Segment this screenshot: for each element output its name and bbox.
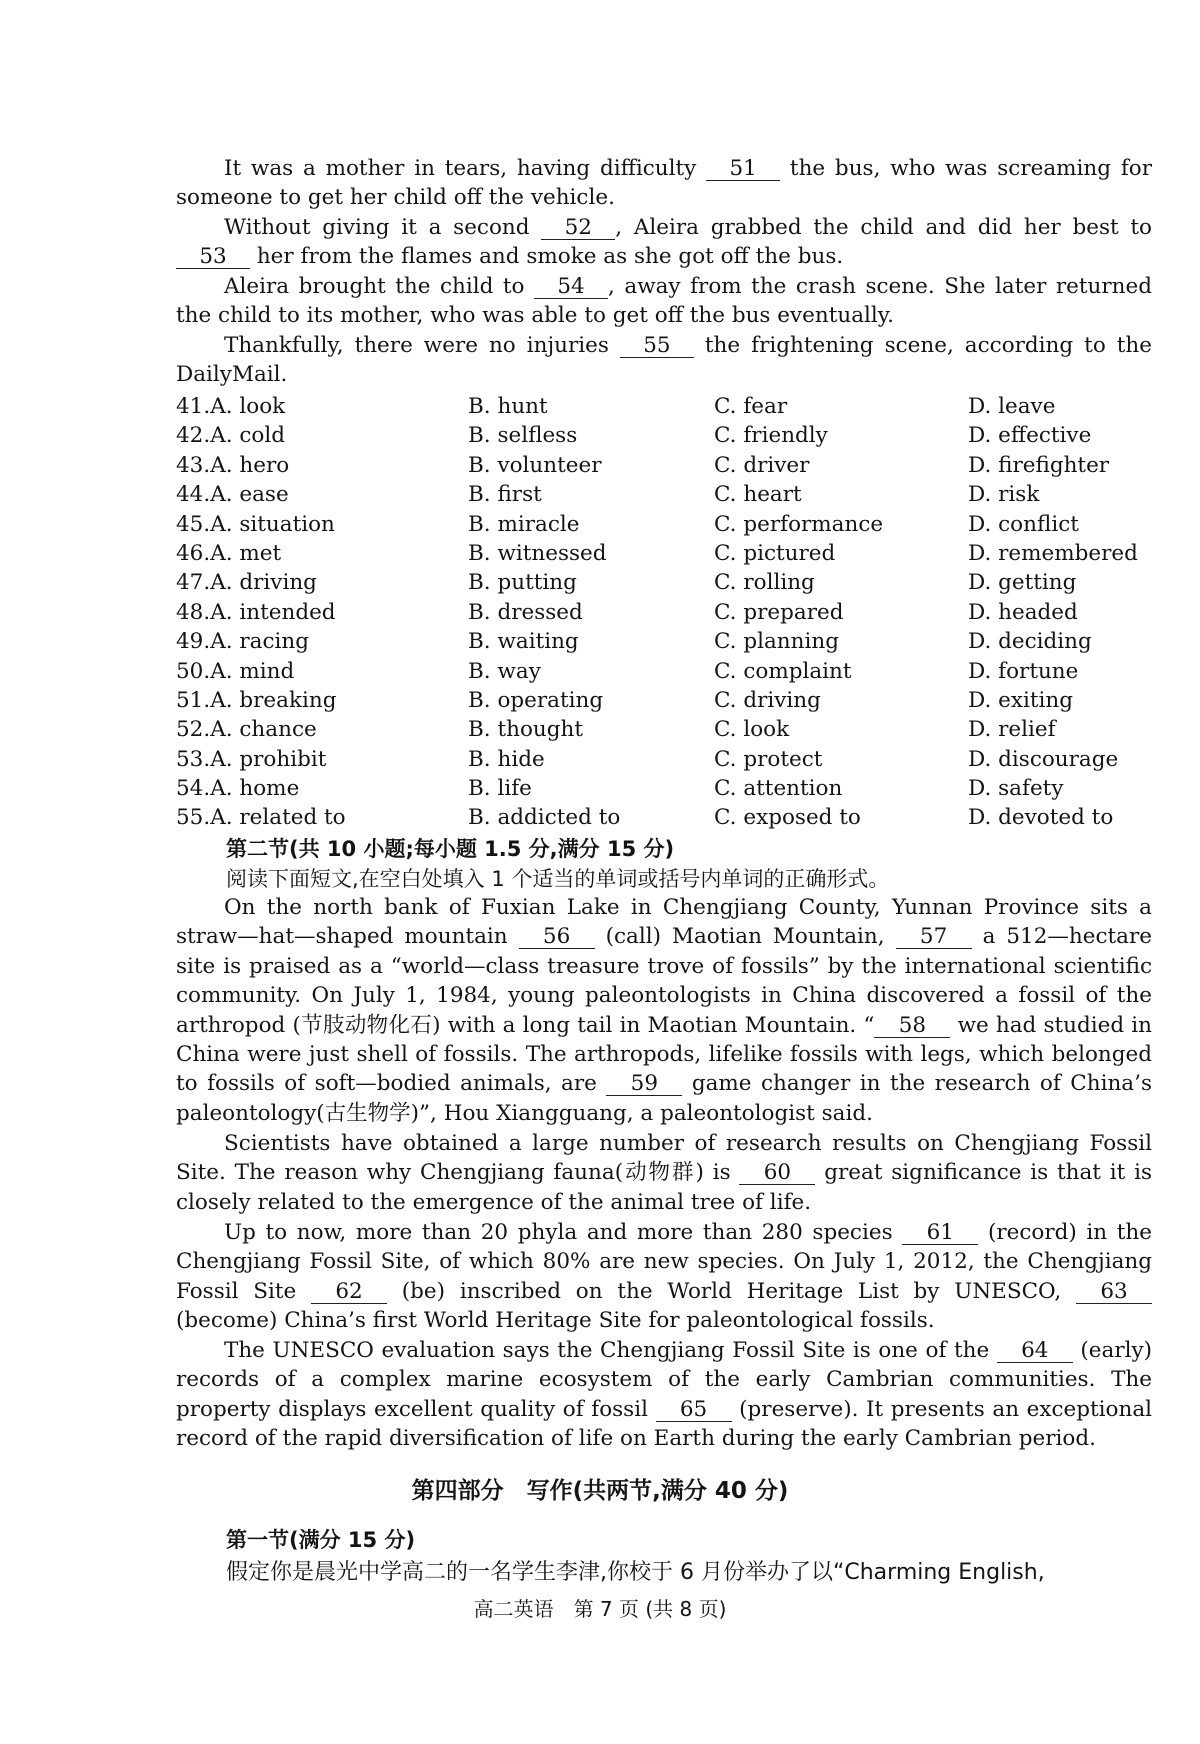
option-d: D. risk [968,482,1040,508]
text-run: her from the flames and smoke as she got off the bus. [250,244,844,270]
passage-paragraph-2 [176,1129,1152,1217]
option-b: B. waiting [468,629,579,655]
text-run: (early) records of a complex marine ecosystem of the early Cambrian communities. The property displays excellent quality of fossil [176,1338,1153,1422]
text-run: (call) Maotian Mountain, [594,924,896,950]
passage-paragraph-1 [176,893,1152,1128]
text-run: game changer in the research of China’s paleontology(古生物学)”, Hou Xiangguang, a paleontologist said. [176,1071,1152,1126]
option-b: B. addicted to [468,805,621,831]
option-b: B. first [468,482,542,508]
blank-56: 56 [519,926,595,949]
passage-paragraph-4 [176,1336,1152,1454]
blank-53: 53 [176,246,250,269]
text-run: a 512—hectare site is praised as a “world—class treasure trove of fossils” by the international scientific community. On July 1, 1984, young paleontologists in China discovered a fossil of the arthropod (节肢动物化石) with a long tail in Maotian Mountain. “ [176,924,1152,1038]
text-run: On the north bank of Fuxian Lake in Chengjiang County, Yunnan Province sits a straw—hat—shaped mountain [176,895,1152,950]
option-c: C. protect [714,746,823,772]
option-row [176,451,1176,480]
option-a: 52.A. chance [176,717,317,743]
text-run: great significance is that it is closely related to the emergence of the animal tree of life. [176,1160,1152,1215]
option-d: D. remembered [968,540,1138,566]
blank-65: 65 [656,1399,732,1422]
blank-61: 61 [902,1222,978,1245]
option-a: 43.A. hero [176,452,290,478]
option-b: B. hunt [468,394,548,419]
text-run: the bus, who was screaming for someone to get her child off the vehicle. [176,156,1153,211]
text-run: , away from the crash scene. She later returned the child to its mother, who was able to get off the bus eventually. [176,274,1152,329]
text-run: Aleira brought the child to [224,274,535,299]
cloze-paragraph-3 [176,272,1152,331]
option-b: B. thought [468,717,583,743]
option-row [176,657,1176,686]
option-a: 46.A. met [176,540,282,566]
blank-54: 54 [534,276,608,299]
page-footer: 高二英语 第 7 页 (共 8 页) [473,1597,727,1621]
text-run: (become) China’s first World Heritage Site for paleontological fossils. [176,1308,935,1334]
options-grid [176,392,1176,833]
option-row [176,627,1176,656]
option-d: D. fortune [968,658,1079,684]
blank-63: 63 [1076,1281,1152,1304]
option-row [176,480,1176,509]
option-a: 47.A. driving [176,570,317,596]
writing-prompt: 假定你是晨光中学高二的一名学生李津,你校于 6 月份举办了以“Charming English, [226,1560,1045,1585]
option-a: 50.A. mind [176,658,295,684]
option-d: D. relief [968,717,1056,743]
text-run: Up to now, more than 20 phyla and more than 280 species [224,1220,903,1245]
text-run: Scientists have obtained a large number of research results on Chengjiang Fossil Site. The reason why Chengjiang fauna(动物群) is [176,1131,1152,1186]
option-d: D. effective [968,423,1092,449]
option-b: B. putting [468,570,577,596]
option-b: B. hide [468,746,545,772]
option-d: D. deciding [968,629,1092,655]
option-b: B. operating [468,687,604,713]
option-d: D. headed [968,599,1078,625]
blank-59: 59 [606,1073,682,1096]
option-row [176,686,1176,715]
option-c: C. exposed to [714,805,861,831]
option-row [176,745,1176,774]
option-d: D. discourage [968,746,1119,772]
option-a: 49.A. racing [176,629,310,655]
option-a: 48.A. intended [176,599,336,625]
text-run: (be) inscribed on the World Heritage List by UNESCO, [387,1278,1076,1304]
option-d: D. leave [968,394,1056,419]
option-a: 45.A. situation [176,511,335,537]
option-row [176,421,1176,450]
option-row [176,774,1176,803]
option-c: C. look [714,717,790,743]
text-run: Thankfully, there were no injuries [224,333,620,358]
option-c: C. performance [714,511,884,537]
option-row [176,803,1176,832]
cloze-paragraph-2 [176,213,1152,272]
option-c: C. planning [714,629,839,655]
option-c: C. friendly [714,423,828,449]
blank-55: 55 [620,335,694,358]
option-d: D. conflict [968,511,1079,537]
option-a: 54.A. home [176,776,300,802]
option-d: D. getting [968,570,1077,596]
option-a: 44.A. ease [176,482,289,508]
option-c: C. fear [714,394,788,419]
option-b: B. volunteer [468,452,602,478]
option-a: 51.A. breaking [176,687,337,713]
option-c: C. complaint [714,658,852,684]
text-run: The UNESCO evaluation says the Chengjiang Fossil Site is one of the [224,1338,997,1363]
option-c: C. heart [714,482,802,508]
text-run: we had studied in China were just shell of fossils. The arthropods, lifelike fossils with legs, which belonged to fossils of soft—bodied animals, are [176,1012,1153,1097]
option-c: C. attention [714,776,843,802]
blank-58: 58 [874,1015,950,1038]
option-d: D. firefighter [968,452,1110,478]
text-run: , Aleira grabbed the child and did her best to [615,215,1152,240]
blank-52: 52 [541,217,615,240]
blank-51: 51 [706,158,780,181]
blank-62: 62 [311,1281,387,1304]
option-d: D. safety [968,776,1064,802]
option-b: B. way [468,658,541,684]
option-c: C. pictured [714,540,836,566]
option-d: D. exiting [968,687,1073,713]
option-row [176,568,1176,597]
text-run: the frightening scene, according to the DailyMail. [176,333,1152,388]
option-c: C. rolling [714,570,815,596]
option-a: 55.A. related to [176,805,346,831]
text-run: Without giving it a second [224,215,542,240]
option-b: B. miracle [468,511,580,537]
text-run: (record) in the Chengjiang Fossil Site, of which 80% are new species. On July 1, 2012, the Chengjiang Fossil Site [176,1220,1152,1304]
option-row [176,539,1176,568]
option-d: D. devoted to [968,805,1114,831]
part4-title: 第四部分 写作(共两节,满分 40 分) [411,1478,789,1504]
option-b: B. witnessed [468,540,607,566]
text-run: It was a mother in tears, having difficulty [224,156,707,181]
passage-paragraph-3 [176,1218,1152,1336]
option-b: B. dressed [468,599,583,625]
blank-64: 64 [997,1340,1073,1363]
option-a: 42.A. cold [176,423,286,449]
option-a: 53.A. prohibit [176,746,327,772]
text-run: (preserve). It presents an exceptional record of the rapid diversification of life on Earth during the early Cambrian period. [176,1396,1153,1452]
option-c: C. prepared [714,599,844,625]
cloze-paragraph-1 [176,154,1152,213]
option-a: 41.A. look [176,394,286,419]
section2-heading: 第二节(共 10 小题;每小题 1.5 分,满分 15 分) [226,837,675,861]
cloze-paragraph-4 [176,331,1152,390]
option-b: B. selfless [468,423,578,449]
part4-section1-heading: 第一节(满分 15 分) [226,1528,416,1552]
option-row [176,392,1176,421]
option-b: B. life [468,776,532,802]
section2-instruction: 阅读下面短文,在空白处填入 1 个适当的单词或括号内单词的正确形式。 [226,867,890,891]
option-row [176,598,1176,627]
blank-57: 57 [896,926,972,949]
option-c: C. driver [714,452,810,478]
option-row [176,510,1176,539]
option-c: C. driving [714,687,821,713]
option-row [176,715,1176,744]
blank-60: 60 [739,1162,815,1185]
